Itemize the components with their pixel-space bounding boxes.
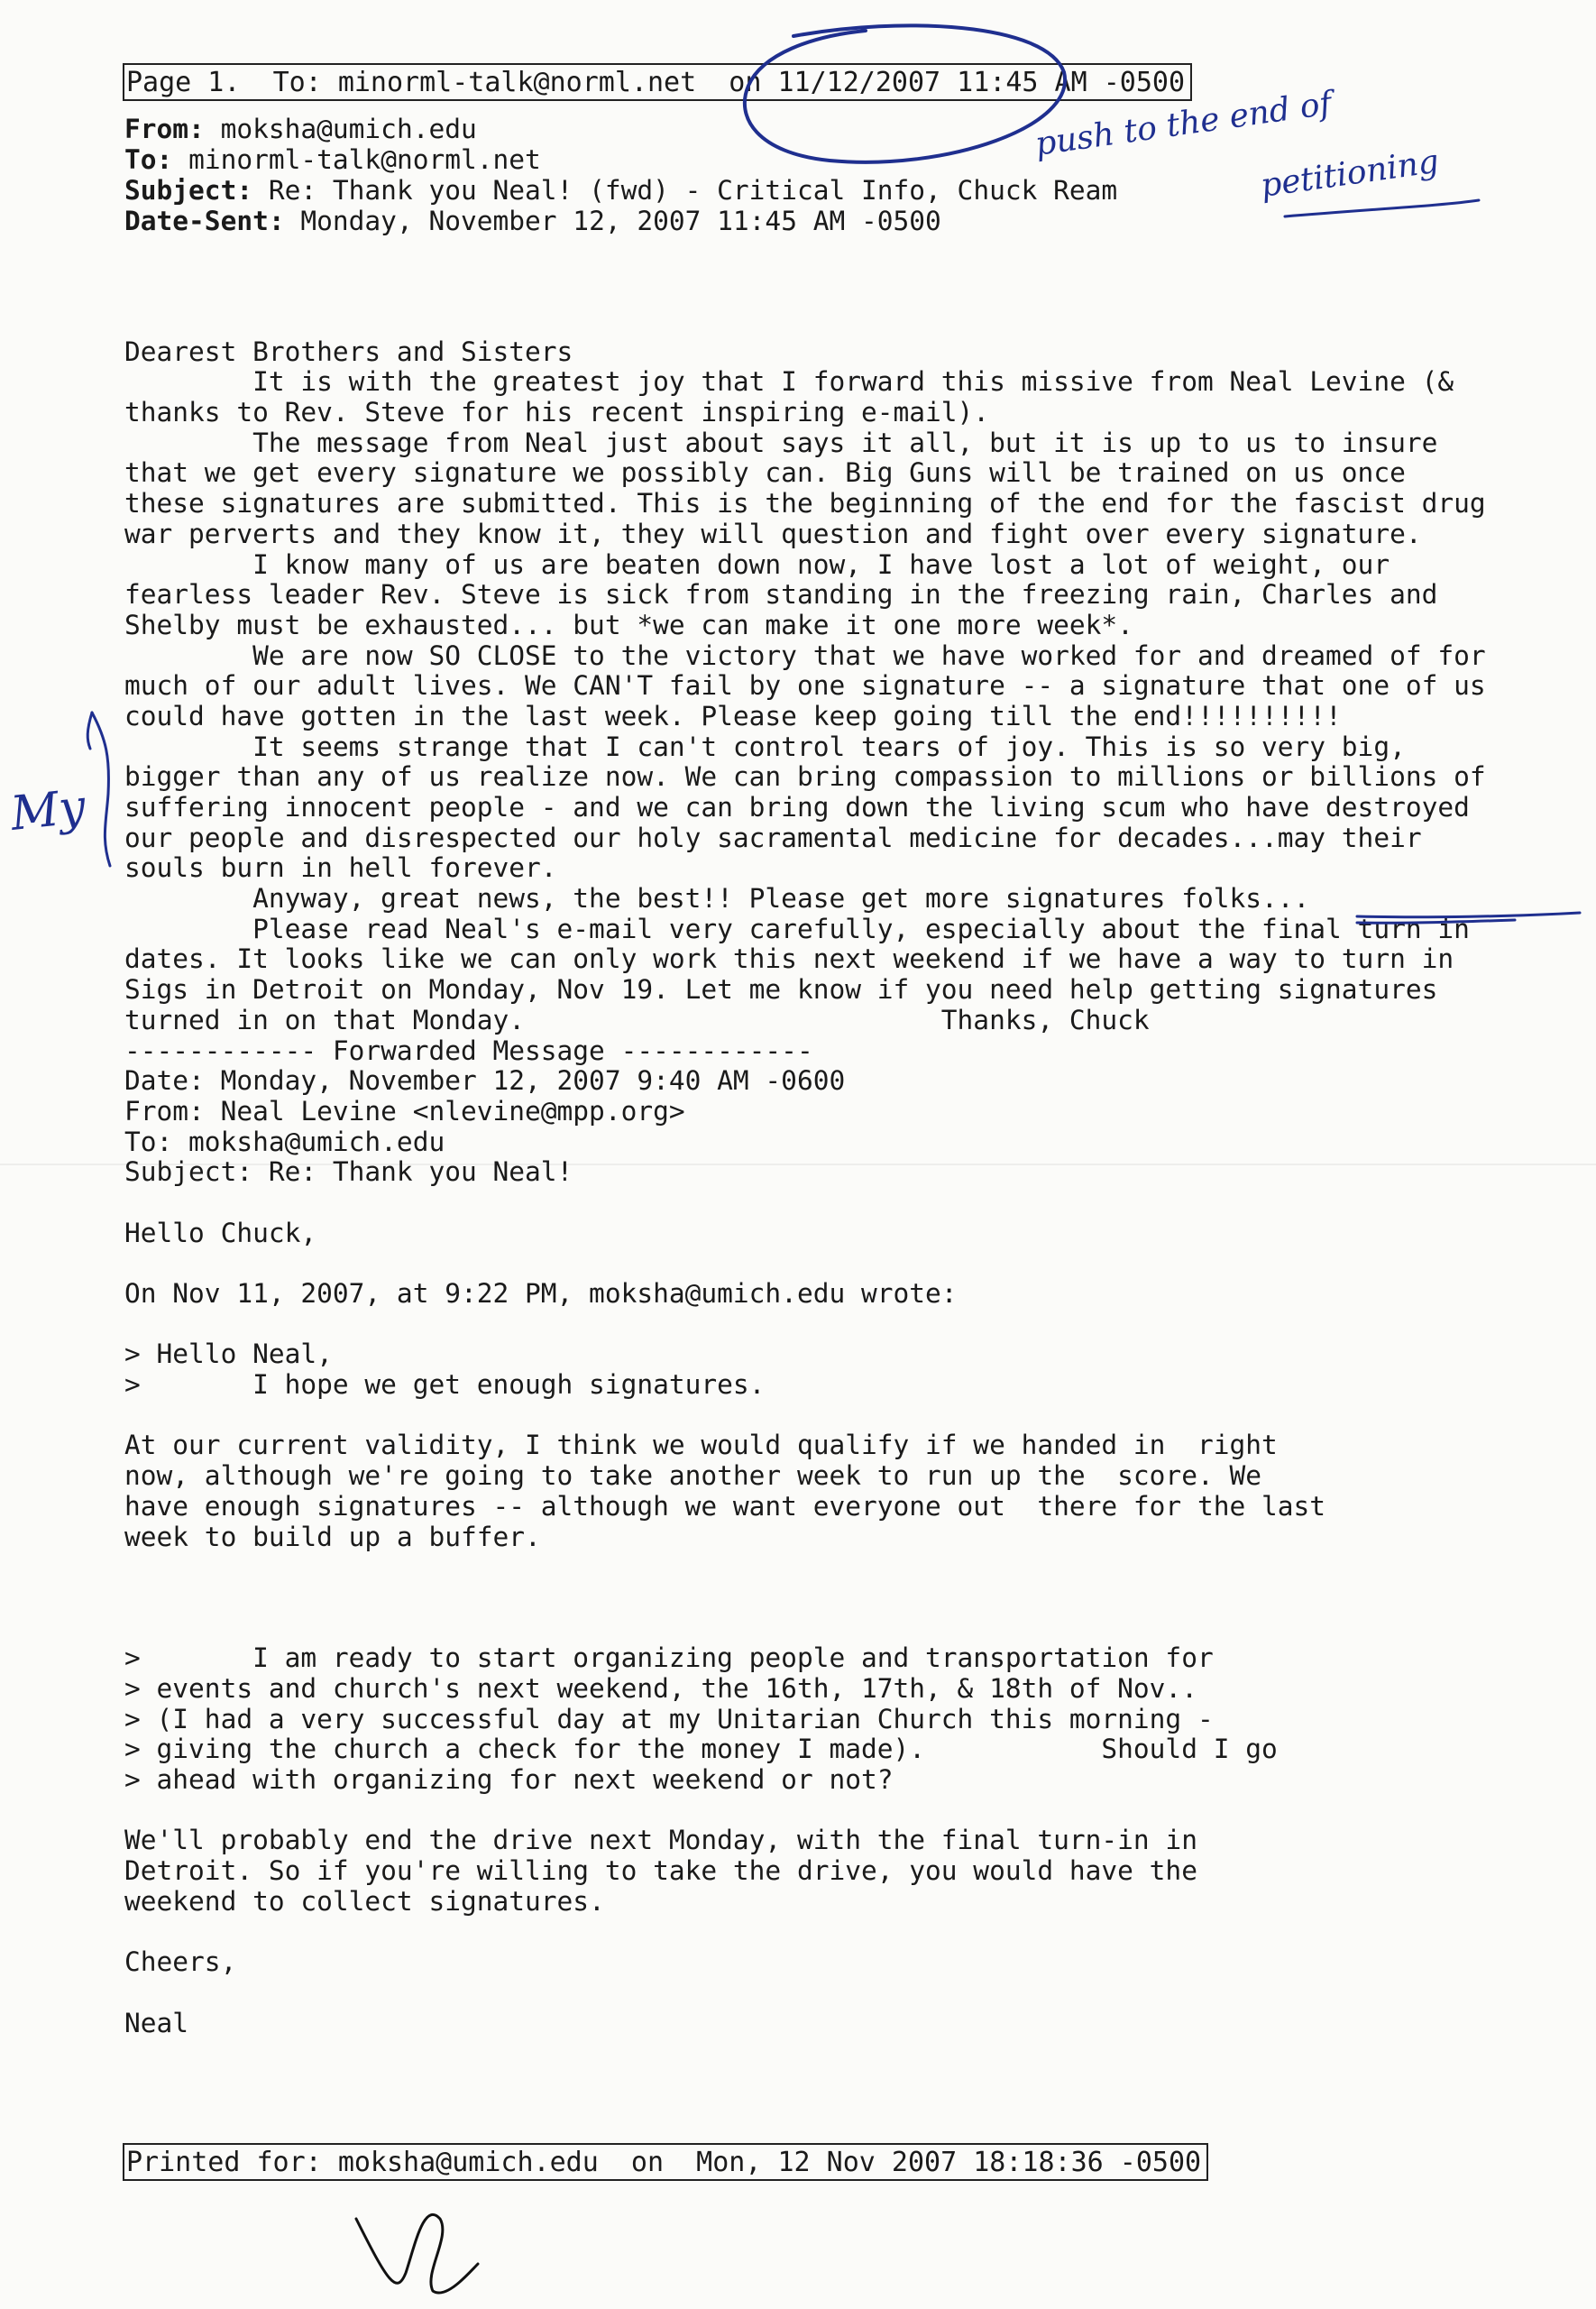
to-row: [124, 144, 1117, 175]
body-line: From: Neal Levine <nlevine@mpp.org>: [124, 1095, 685, 1127]
body-line: > ahead with organizing for next weekend or not?: [124, 1764, 894, 1795]
footer-date-time: Mon, 12 Nov 2007 18:18:36 -0500: [696, 2147, 1202, 2178]
body-line: > giving the church a check for the money I made). Should I go: [124, 1734, 1278, 1765]
body-line: [124, 1614, 1585, 1644]
body-line: Neal: [124, 2007, 189, 2038]
message-body: [124, 307, 1585, 2038]
body-line: [124, 1552, 1585, 1583]
body-line: Anyway, great news, the best!! Please get more signatures folks...: [124, 883, 1310, 915]
to-value: minorml-talk@norml.net: [188, 144, 541, 175]
header-on-label: on: [729, 67, 762, 98]
body-line: these signatures are submitted. This is the beginning of the end for the fascist drug: [124, 488, 1486, 520]
body-line: [124, 1188, 1585, 1219]
body-line: The message from Neal just about says it all, but it is up to us to insure: [124, 427, 1438, 458]
body-line: weekend to collect signatures.: [124, 1885, 605, 1917]
body-line: [124, 1796, 1585, 1826]
printed-for-address: moksha@umich.edu: [337, 2147, 599, 2178]
body-line: week to build up a buffer.: [124, 1521, 541, 1552]
body-line: [124, 307, 1585, 337]
body-line: Detroit. So if you're willing to take the drive, you would have the: [124, 1855, 1197, 1887]
left-margin-note: My: [8, 779, 88, 842]
margin-bracket: [92, 713, 110, 866]
margin-bracket-tail: [87, 713, 92, 749]
email-header: [124, 114, 1117, 236]
body-line: turned in on that Monday. Thanks, Chuck: [124, 1004, 1150, 1035]
body-line: [124, 1310, 1585, 1340]
body-line: > events and church's next weekend, the 16th, 17th, & 18th of Nov..: [124, 1672, 1197, 1704]
print-header-box: [123, 63, 1192, 101]
footer-on-label: on: [630, 2147, 665, 2178]
body-line: > I am ready to start organizing people and transportation for: [124, 1642, 1214, 1674]
body-line: souls burn in hell forever.: [124, 852, 557, 884]
signature-mark: [356, 2214, 478, 2293]
body-line: Hello Chuck,: [124, 1217, 317, 1248]
body-line: Sigs in Detroit on Monday, Nov 19. Let me know if you need help getting signatures: [124, 974, 1438, 1006]
body-line: Date: Monday, November 12, 2007 9:40 AM -0600: [124, 1065, 846, 1097]
body-line: [124, 1583, 1585, 1614]
body-line: > (I had a very successful day at my Unitarian Church this morning -: [124, 1703, 1214, 1734]
body-line: It is with the greatest joy that I forward this missive from Neal Levine (&: [124, 366, 1454, 398]
body-line: war perverts and they know it, they will question and fight over every signature.: [124, 518, 1422, 549]
header-date-time: 11/12/2007 11:45 AM -0500: [777, 67, 1186, 98]
body-line: To: moksha@umich.edu: [124, 1126, 445, 1157]
body-line: We are now SO CLOSE to the victory that we have worked for and dreamed of for: [124, 639, 1486, 671]
body-line: It seems strange that I can't control tears of joy. This is so very big,: [124, 731, 1406, 762]
body-line: > I hope we get enough signatures.: [124, 1369, 766, 1401]
body-line: I know many of us are beaten down now, I have lost a lot of weight, our: [124, 548, 1390, 580]
body-line: could have gotten in the last week. Please keep going till the end!!!!!!!!!!: [124, 700, 1342, 731]
header-to-address: minorml-talk@norml.net: [337, 67, 697, 98]
from-row: [124, 114, 1117, 144]
body-line: [124, 1401, 1585, 1431]
body-line: [124, 1248, 1585, 1279]
body-line: On Nov 11, 2007, at 9:22 PM, moksha@umich.edu wrote:: [124, 1278, 958, 1309]
body-line: [124, 1917, 1585, 1947]
body-line: thanks to Rev. Steve for his recent inspiring e-mail).: [124, 397, 990, 428]
body-line: We'll probably end the drive next Monday, with the final turn-in in: [124, 1825, 1197, 1856]
body-line: bigger than any of us realize now. We can bring compassion to millions or billions of: [124, 761, 1486, 793]
subject-value: Re: Thank you Neal! (fwd) - Critical Info, Chuck Ream: [268, 175, 1118, 206]
header-to-label: To:: [272, 67, 322, 98]
margin-note-text: push to the end of: [1032, 85, 1335, 163]
body-line: At our current validity, I think we would qualify if we handed in right: [124, 1430, 1278, 1461]
date-sent-row: [124, 206, 1117, 236]
subject-label: Subject:: [124, 175, 253, 206]
from-value: moksha@umich.edu: [220, 114, 477, 144]
body-line: suffering innocent people - and we can bring down the living scum who have destroyed: [124, 792, 1470, 823]
date-sent-label: Date-Sent:: [124, 206, 285, 236]
body-line: > Hello Neal,: [124, 1338, 333, 1370]
body-line: our people and disrespected our holy sacramental medicine for decades...may their: [124, 822, 1422, 853]
page-label: Page 1.: [126, 67, 241, 98]
body-line: now, although we're going to take another week to run up the score. We: [124, 1460, 1261, 1492]
print-footer-box: [123, 2143, 1208, 2181]
subject-row: [124, 175, 1117, 206]
body-line: Subject: Re: Thank you Neal!: [124, 1156, 573, 1188]
body-line: have enough signatures -- although we want everyone out there for the last: [124, 1490, 1326, 1522]
body-line: Please read Neal's e-mail very carefully, especially about the final turn in: [124, 913, 1470, 944]
note-underline: [1285, 200, 1479, 216]
to-label: To:: [124, 144, 173, 175]
body-line: Cheers,: [124, 1946, 237, 1978]
from-label: From:: [124, 114, 205, 144]
printed-for-label: Printed for:: [126, 2147, 322, 2178]
body-line: ------------ Forwarded Message ------------: [124, 1035, 813, 1066]
body-line: much of our adult lives. We CAN'T fail by one signature -- a signature that one of us: [124, 670, 1486, 702]
body-line: dates. It looks like we can only work this next weekend if we have a way to turn in: [124, 943, 1454, 975]
body-line: that we get every signature we possibly can. Big Guns will be trained on us once: [124, 457, 1406, 489]
body-line: [124, 1978, 1585, 2009]
date-sent-value: Monday, November 12, 2007 11:45 AM -0500: [300, 206, 941, 236]
body-line: fearless leader Rev. Steve is sick from standing in the freezing rain, Charles and: [124, 579, 1438, 611]
margin-note-text-2: petitioning: [1258, 143, 1442, 205]
body-line: Shelby must be exhausted... but *we can make it one more week*.: [124, 609, 1133, 640]
body-line: Dearest Brothers and Sisters: [124, 336, 573, 367]
